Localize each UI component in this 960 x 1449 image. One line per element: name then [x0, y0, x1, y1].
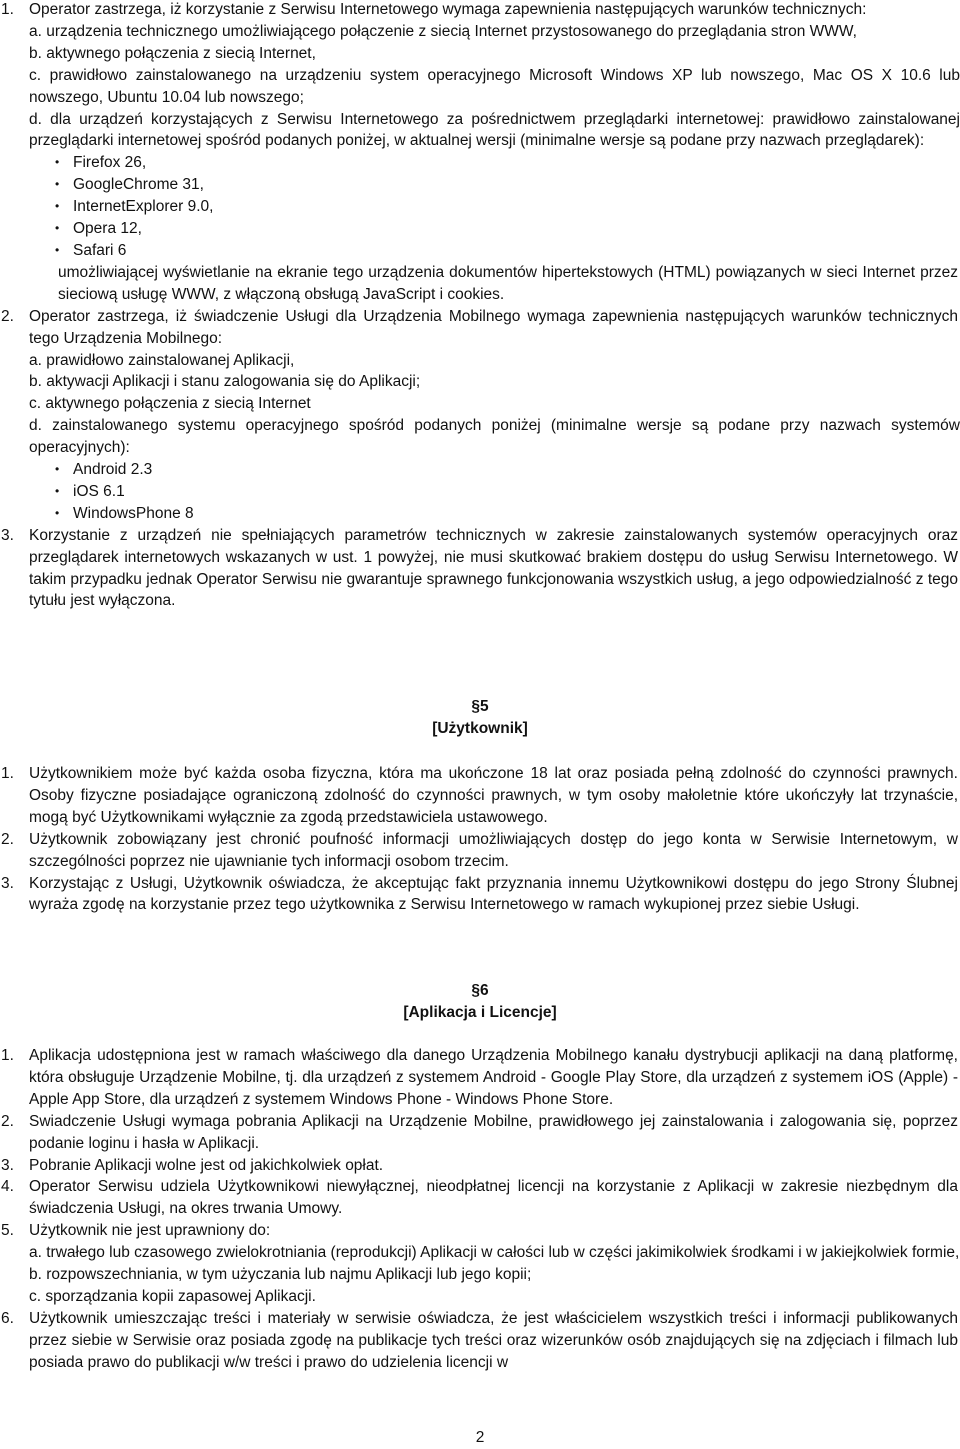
bullet-icon: • — [55, 483, 60, 498]
sub-item: c. prawidłowo zainstalowanego na urządzeniu system operacyjnego Microsoft Windows XP lub nowszego, Mac OS X 10.6 lub nowszego, Ubuntu 10.04 lub nowszego; — [29, 66, 960, 106]
item-number: 3. — [1, 874, 14, 892]
list-item — [0, 1308, 960, 1374]
item-number: 5. — [1, 1222, 14, 1240]
bullet-item — [0, 152, 960, 174]
list-item — [0, 763, 960, 829]
list-item — [0, 1045, 960, 1111]
bullet-text: iOS 6.1 — [73, 482, 125, 500]
sub-item: d. dla urządzeń korzystających z Serwisu Internetowego za pośrednictwem przeglądarki internetowej: prawidłowo zainstalowanej przeglądarki internetowej spośród podanych poniżej, w aktualnej wersji (minimalne wersje są podane przy nazwach przeglądarek): — [29, 110, 960, 150]
sub-item: c. aktywnego połączenia z siecią Internet — [29, 395, 311, 413]
sub-item: b. aktywacji Aplikacji i stanu zalogowania się do Aplikacji; — [29, 373, 421, 391]
bullet-icon: • — [55, 462, 60, 477]
item-text: Aplikacja udostępniona jest w ramach właściwego dla danego Urządzenia Mobilnego kanału dystrybucji aplikacji na daną platformę, która obsługuje Urządzenie Mobilne, tj. dla urządzeń z systemem Android - Google Play Store, dla urządzeń z systemem iOS (Apple) - Apple App Store, dla urządzeń z systemem Windows Phone - Windows Phone Store. — [29, 1047, 958, 1108]
section-title: [Użytkownik] — [432, 719, 528, 737]
item-number: 1. — [1, 765, 14, 782]
bullet-item — [0, 240, 960, 262]
sub-item: a. prawidłowo zainstalowanej Aplikacji, — [29, 351, 295, 369]
sub-item: a. trwałego lub czasowego zwielokrotniania (reprodukcji) Aplikacji w całości lub w części jakimikolwiek środkami i w jakiejkolwiek formie, — [29, 1244, 960, 1262]
section-6-items — [0, 1045, 960, 1374]
list-item — [0, 1111, 960, 1155]
section-title: [Aplikacja i Licencje] — [403, 1003, 557, 1021]
page-number: 2 — [475, 1429, 485, 1446]
bullet-text: Opera 12, — [73, 220, 142, 238]
item-number: 3. — [1, 1156, 14, 1174]
bullet-icon: • — [55, 242, 60, 257]
sub-item: a. urządzenia technicznego umożliwiającego połączenie z siecią Internet przystosowanego do przeglądania stron WWW, — [29, 22, 857, 40]
item-number: 2. — [1, 307, 14, 325]
bullet-icon: • — [55, 177, 60, 192]
item-text: Swiadczenie Usługi wymaga pobrania Aplikacji na Urządzenie Mobilne, prawidłowego jej zainstalowania i zalogowania się, poprzez podanie loginu i hasła w Aplikacji. — [29, 1112, 958, 1152]
bullet-text: Android 2.3 — [73, 461, 153, 479]
item-number: 2. — [1, 1112, 14, 1130]
bullet-item — [0, 459, 960, 481]
sub-item: b. aktywnego połączenia z siecią Internet, — [29, 44, 316, 62]
item-text: Użytkownik umieszczając treści i materiały w serwisie oświadcza, że jest właścicielem wszystkich treści i informacji publikowanych przez siebie w Serwisie oraz posiada zgodę na publikacje tych treści oraz wizerunków osób znajdujących się na zdjęciach i filmach lub posiada prawo do publikacji w/w treści i prawo do udzielenia licencji w — [29, 1309, 958, 1371]
bullet-icon: • — [55, 505, 60, 520]
item-number: 4. — [1, 1178, 14, 1196]
list-item — [0, 873, 960, 917]
item-text: Operator zastrzega, iż korzystanie z Serwisu Internetowego wymaga zapewnienia następujących warunków technicznych: — [29, 1, 867, 18]
sub-item: c. sporządzania kopii zapasowej Aplikacji. — [29, 1287, 316, 1305]
bullet-item — [0, 218, 960, 240]
bullet-text: GoogleChrome 31, — [73, 176, 204, 194]
item-number: 6. — [1, 1309, 14, 1327]
item-number: 1. — [1, 1, 14, 18]
item-number: 3. — [1, 526, 14, 544]
bullet-icon: • — [55, 221, 60, 236]
item-text: Operator Serwisu udziela Użytkownikowi niewyłącznej, nieodpłatnej licencji na korzystanie z Aplikacji w zakresie niezbędnym dla świadczenia Usługi, na okres trwania Umowy. — [29, 1178, 958, 1218]
item-text: Korzystanie z urządzeń nie spełniających parametrów technicznych w zakresie zainstalowanych systemów operacyjnych oraz przeglądarek internetowych wskazanych w ust. 1 powyżej, nie musi skutkować brakiem dostępu do usług Serwisu Internetowego. W takim przypadku jednak Operator Serwisu nie gwarantuje sprawnego funkcjonowania wszystkich usług, a jego odpowiedzialność z tego tytułu jest wyłączona. — [29, 526, 958, 610]
section-5 — [0, 696, 960, 740]
item-text: Użytkownik zobowiązany jest chronić poufność informacji umożliwiających dostęp do jego konta w Serwisie Internetowym, w szczególności poprzez nie ujawnianie tych informacji osobom trzecim. — [29, 830, 958, 870]
bullet-text: InternetExplorer 9.0, — [73, 198, 214, 216]
bullet-text: Firefox 26, — [73, 154, 147, 172]
list-item — [0, 1155, 960, 1177]
list-item — [0, 306, 960, 350]
item-text: Użytkownikiem może być każda osoba fizyczna, która ma ukończone 18 lat oraz posiada pełną zdolność do czynności prawnych. Osoby fizyczne posiadające ograniczoną zdolność do czynności prawnych, w tym osoby małoletnie które ukończyły lat trzynaście, mogą być Użytkownikami wyłącznie za zgodą przedstawiciela ustawowego. — [29, 765, 958, 826]
item-text: Użytkownik nie jest uprawniony do: — [29, 1222, 271, 1240]
list-item — [0, 1220, 960, 1242]
item-number: 2. — [1, 830, 14, 848]
item-text: Operator zastrzega, iż świadczenie Usługi dla Urządzenia Mobilnego wymaga zapewnienia następujących warunków technicznych tego Urządzenia Mobilnego: — [29, 307, 958, 347]
bullet-item — [0, 503, 960, 525]
bullet-text: WindowsPhone 8 — [73, 504, 194, 522]
section-5-items — [0, 763, 960, 916]
list-item — [0, 525, 960, 613]
list-item — [0, 829, 960, 873]
bullet-icon: • — [55, 155, 60, 170]
section-4-continued — [0, 0, 960, 612]
bullet-item — [0, 481, 960, 503]
item-text: Korzystając z Usługi, Użytkownik oświadcza, że akceptując fakt przyznania innemu Użytkownikowi dostępu do jego Strony Ślubnej wyraża zgodę na korzystanie przez tego użytkownika z Serwisu Internetowego w ramach wykupionej przez siebie Usługi. — [29, 874, 958, 914]
bullet-item — [0, 174, 960, 196]
section-number: §5 — [471, 698, 489, 715]
list-item — [0, 0, 960, 21]
section-6 — [0, 980, 960, 1024]
section-number: §6 — [471, 982, 489, 999]
item-continuation: umożliwiającej wyświetlanie na ekranie tego urządzenia dokumentów hipertekstowych (HTML) powiązanych w sieci Internet przez sieciową usługę WWW, z włączoną obsługą JavaScript i cookies. — [58, 263, 958, 303]
bullet-item — [0, 196, 960, 218]
item-text: Pobranie Aplikacji wolne jest od jakichkolwiek opłat. — [29, 1156, 384, 1174]
sub-item: b. rozpowszechniania, w tym użyczania lub najmu Aplikacji lub jego kopii; — [29, 1266, 532, 1284]
bullet-text: Safari 6 — [73, 241, 127, 259]
bullet-icon: • — [55, 199, 60, 214]
sub-item: d. zainstalowanego systemu operacyjnego spośród podanych poniżej (minimalne wersje są podane przy nazwach systemów operacyjnych): — [29, 417, 960, 457]
item-number: 1. — [1, 1047, 14, 1064]
list-item — [0, 1176, 960, 1220]
